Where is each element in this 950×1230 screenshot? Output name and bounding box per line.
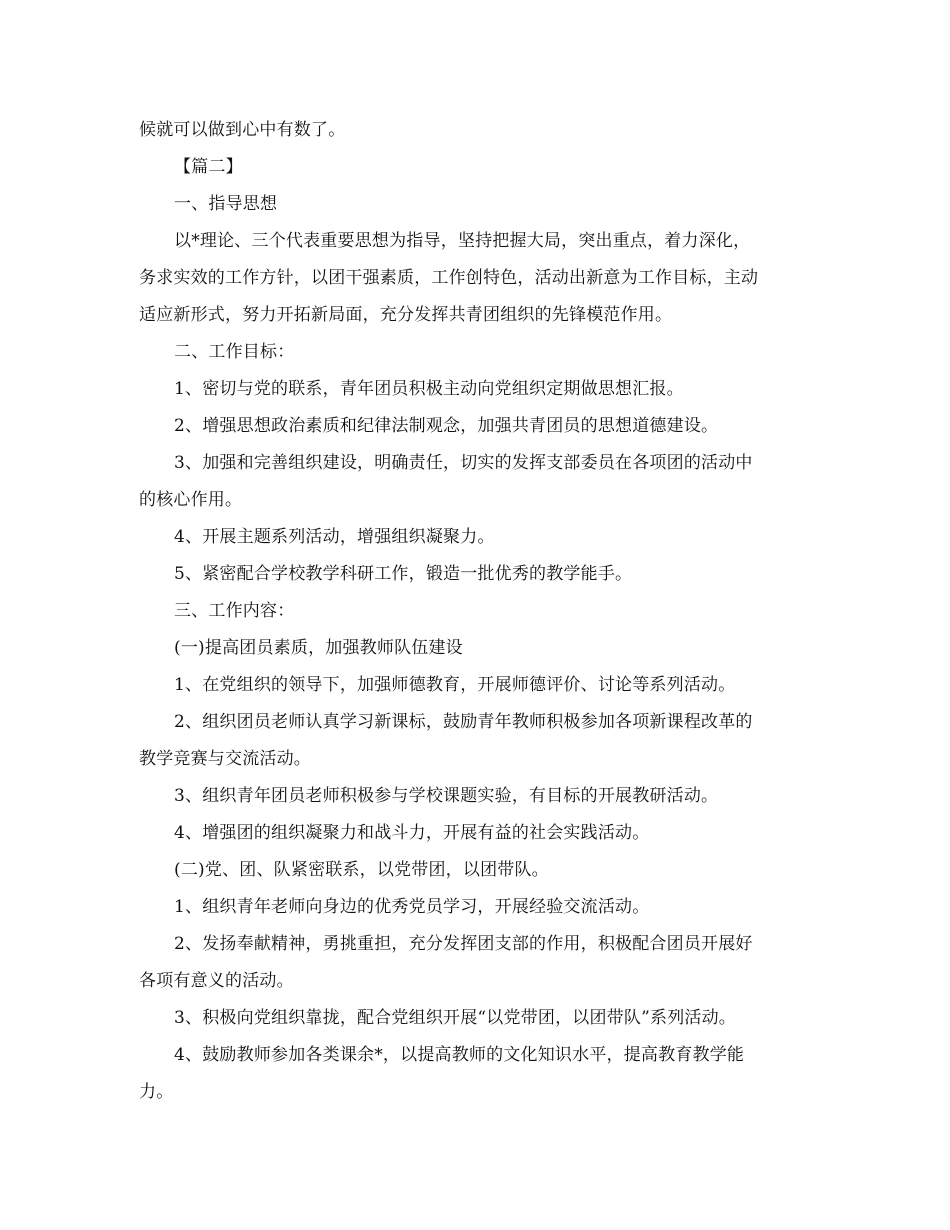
paragraph-line: 一、指导思想	[174, 194, 278, 214]
paragraph-line: 务求实效的工作方针，以团干强素质，工作创特色，活动出新意为工作目标，主动	[139, 268, 759, 288]
paragraph-line: 1、组织青年老师向身边的优秀党员学习，开展经验交流活动。	[174, 897, 650, 917]
paragraph-line: 的核心作用。	[139, 490, 243, 510]
paragraph-line: 3、组织青年团员老师积极参与学校课题实验，有目标的开展教研活动。	[174, 786, 719, 806]
paragraph-line: 【篇二】	[174, 157, 243, 177]
paragraph-line: 各项有意义的活动。	[139, 971, 294, 991]
paragraph-line: 适应新形式，努力开拓新局面，充分发挥共青团组织的先锋模范作用。	[139, 305, 673, 325]
document-body	[139, 112, 819, 1111]
paragraph-line: 以*理论、三个代表重要思想为指导，坚持把握大局，突出重点，着力深化，	[174, 231, 751, 251]
paragraph-line: 3、加强和完善组织建设，明确责任，切实的发挥支部委员在各项团的活动中	[174, 453, 753, 473]
paragraph-line: 候就可以做到心中有数了。	[139, 120, 346, 140]
paragraph-line: 4、开展主题系列活动，增强组织凝聚力。	[174, 527, 495, 547]
paragraph-line: (二)党、团、队紧密联系，以党带团，以团带队。	[174, 860, 549, 880]
paragraph-line: 2、发扬奉献精神，勇挑重担，充分发挥团支部的作用，积极配合团员开展好	[174, 934, 753, 954]
paragraph-line: 二、工作目标：	[174, 342, 295, 362]
paragraph-line: 5、紧密配合学校教学科研工作，锻造一批优秀的教学能手。	[174, 564, 633, 584]
paragraph-line: 1、在党组织的领导下，加强师德教育，开展师德评价、讨论等系列活动。	[174, 675, 736, 695]
paragraph-line: 1、密切与党的联系，青年团员积极主动向党组织定期做思想汇报。	[174, 379, 684, 399]
paragraph-line: (一)提高团员素质，加强教师队伍建设	[174, 638, 463, 658]
paragraph-line: 力。	[139, 1082, 174, 1102]
paragraph-line: 4、增强团的组织凝聚力和战斗力，开展有益的社会实践活动。	[174, 823, 650, 843]
paragraph-line: 三、工作内容：	[174, 601, 295, 621]
paragraph-line: 3、积极向党组织靠拢，配合党组织开展“以党带团，以团带队”系列活动。	[174, 1008, 736, 1028]
paragraph-line: 2、组织团员老师认真学习新课标，鼓励青年教师积极参加各项新课程改革的	[174, 712, 753, 732]
paragraph-line: 2、增强思想政治素质和纪律法制观念，加强共青团员的思想道德建设。	[174, 416, 719, 436]
paragraph-line: 4、鼓励教师参加各类课余*，以提高教师的文化知识水平，提高教育教学能	[174, 1045, 745, 1065]
paragraph-line: 教学竞赛与交流活动。	[139, 749, 311, 769]
